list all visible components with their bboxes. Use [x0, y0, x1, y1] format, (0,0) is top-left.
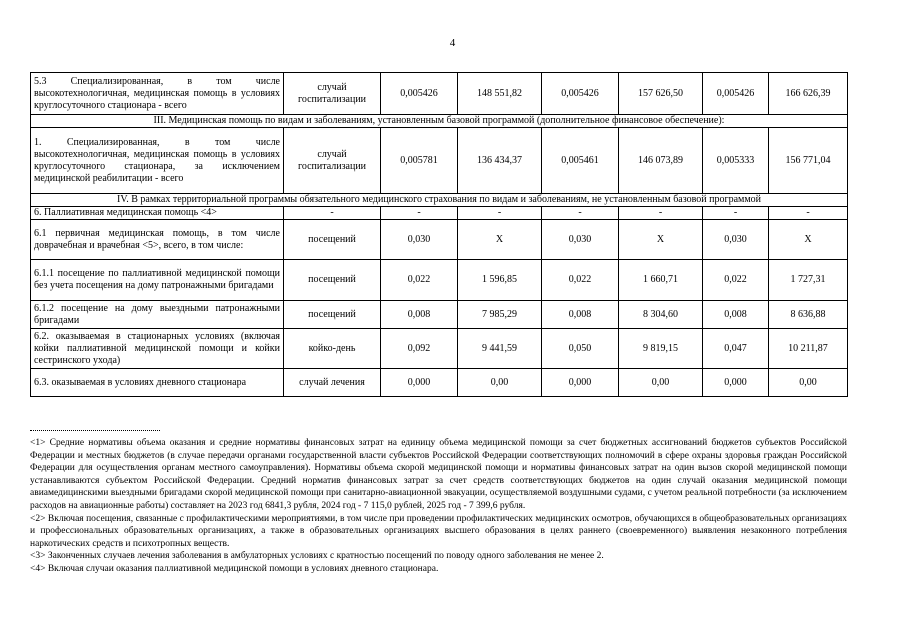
value-cell: 0,030 [703, 220, 769, 260]
section-heading: III. Медицинская помощь по видам и заболеваниям, установленным базовой программой (дополнительное финансовое обеспечение): [31, 115, 848, 128]
row-label: 6.2. оказываемая в стационарных условиях (включая койки паллиативной медицинской помощи и койки сестринского ухода) [31, 329, 284, 369]
table-row [31, 207, 848, 220]
value-cell: 0,000 [703, 369, 769, 397]
unit-cell: посещений [284, 220, 381, 260]
value-cell: 0,022 [703, 260, 769, 301]
section-heading: IV. В рамках территориальной программы обязательного медицинского страхования по видам и заболеваниям, не установленным базовой программой [31, 194, 848, 207]
unit-cell: случай госпитализации [284, 73, 381, 115]
value-cell: 0,005426 [703, 73, 769, 115]
value-cell: 1 660,71 [619, 260, 703, 301]
value-cell: 0,050 [542, 329, 619, 369]
value-cell: 0,00 [619, 369, 703, 397]
row-label: 1. Специализированная, в том числе высокотехнологичная, медицинская помощь в условиях круглосуточного стационара, за исключением медицинской реабилитации - всего [31, 128, 284, 194]
value-cell: 8 304,60 [619, 301, 703, 329]
value-cell: 10 211,87 [769, 329, 848, 369]
value-cell: 0,030 [542, 220, 619, 260]
value-cell: - [769, 207, 848, 220]
row-label: 5.3 Специализированная, в том числе высокотехнологичная, медицинская помощь в условиях круглосуточного стационара - всего [31, 73, 284, 115]
value-cell: 0,022 [542, 260, 619, 301]
norms-table [30, 72, 848, 397]
value-cell: 8 636,88 [769, 301, 848, 329]
value-cell: Х [458, 220, 542, 260]
unit-cell: койко-день [284, 329, 381, 369]
value-cell: 146 073,89 [619, 128, 703, 194]
table-row [31, 369, 848, 397]
footnote-divider [30, 430, 160, 431]
value-cell: 0,008 [381, 301, 458, 329]
value-cell: Х [769, 220, 848, 260]
unit-cell: случай лечения [284, 369, 381, 397]
value-cell: 166 626,39 [769, 73, 848, 115]
value-cell: 0,030 [381, 220, 458, 260]
value-cell: 0,000 [542, 369, 619, 397]
row-label: 6.1 первичная медицинская помощь, в том числе доврачебная и врачебная <5>, всего, в том числе: [31, 220, 284, 260]
value-cell: 9 819,15 [619, 329, 703, 369]
section-row [31, 115, 848, 128]
value-cell: 0,00 [458, 369, 542, 397]
value-cell: - [703, 207, 769, 220]
value-cell: 1 596,85 [458, 260, 542, 301]
footnotes [30, 437, 847, 576]
value-cell: 7 985,29 [458, 301, 542, 329]
footnote-2: <2> Включая посещения, связанные с профилактическими мероприятиями, в том числе при проведении профилактических медицинских осмотров, обучающихся в общеобразовательных организациях и профессиональных образовательных организациях, а также в образовательных организациях высшего образования в целях раннего (своевременного) выявления незаконного потребления наркотических средств и психотропных веществ. [30, 513, 847, 549]
page-number: 4 [449, 37, 456, 49]
section-row [31, 194, 848, 207]
value-cell: 148 551,82 [458, 73, 542, 115]
table-row [31, 260, 848, 301]
footnote-1: <1> Средние нормативы объема оказания и средние нормативы финансовых затрат на единицу объема медицинской помощи за счет бюджетных ассигнований бюджетов субъектов Российской Федерации и местных бюджетов (в случае передачи органами государственной власти субъектов Российской Федерации соответствующих полномочий в сфере охраны здоровья граждан Российской Федерации для осуществления органам местного самоуправления). Нормативы объема скорой медицинской помощи и нормативы финансовых затрат на один вызов скорой медицинской помощи устанавливаются субъектом Российской Федерации. Средний норматив финансовых затрат за счет средств соответствующих бюджетов на один случай оказания медицинской помощи авиамедицинскими выездными бригадами скорой медицинской помощи при санитарно-авиационной эвакуации, осуществляемой воздушными судами, с учетом реальной потребности (за исключением расходов на авиационные работы) составляет на 2023 год 6841,3 рубля, 2024 год - 7 115,0 рублей, 2025 год - 7 399,6 рубля. [30, 438, 847, 511]
row-label: 6. Паллиативная медицинская помощь <4> [31, 207, 284, 220]
table-row [31, 128, 848, 194]
value-cell: 0,092 [381, 329, 458, 369]
row-label: 6.1.1 посещение по паллиативной медицинской помощи без учета посещения на дому патронажными бригадами [31, 260, 284, 301]
value-cell: 0,022 [381, 260, 458, 301]
table-row [31, 301, 848, 329]
footnote-4: <4> Включая случаи оказания паллиативной медицинской помощи в условиях дневного стационара. [30, 563, 439, 574]
value-cell: 0,008 [703, 301, 769, 329]
value-cell: 0,000 [381, 369, 458, 397]
value-cell: 0,005426 [381, 73, 458, 115]
value-cell: 9 441,59 [458, 329, 542, 369]
table-row [31, 220, 848, 260]
value-cell: 136 434,37 [458, 128, 542, 194]
table-row [31, 329, 848, 369]
value-cell: - [542, 207, 619, 220]
value-cell: - [458, 207, 542, 220]
value-cell: 157 626,50 [619, 73, 703, 115]
value-cell: - [381, 207, 458, 220]
value-cell: 0,005781 [381, 128, 458, 194]
value-cell: 0,005426 [542, 73, 619, 115]
value-cell: 0,00 [769, 369, 848, 397]
unit-cell: посещений [284, 301, 381, 329]
unit-cell: случай госпитализации [284, 128, 381, 194]
value-cell: Х [619, 220, 703, 260]
value-cell: 0,005333 [703, 128, 769, 194]
value-cell: 0,047 [703, 329, 769, 369]
unit-cell: - [284, 207, 381, 220]
value-cell: 0,008 [542, 301, 619, 329]
value-cell: 0,005461 [542, 128, 619, 194]
row-label: 6.1.2 посещение на дому выездными патронажными бригадами [31, 301, 284, 329]
value-cell: 1 727,31 [769, 260, 848, 301]
unit-cell: посещений [284, 260, 381, 301]
footnote-3: <3> Законченных случаев лечения заболевания в амбулаторных условиях с кратностью посещений по поводу одного заболевания не менее 2. [30, 551, 604, 562]
value-cell: 156 771,04 [769, 128, 848, 194]
table-row [31, 73, 848, 115]
value-cell: - [619, 207, 703, 220]
row-label: 6.3. оказываемая в условиях дневного стационара [31, 369, 284, 397]
